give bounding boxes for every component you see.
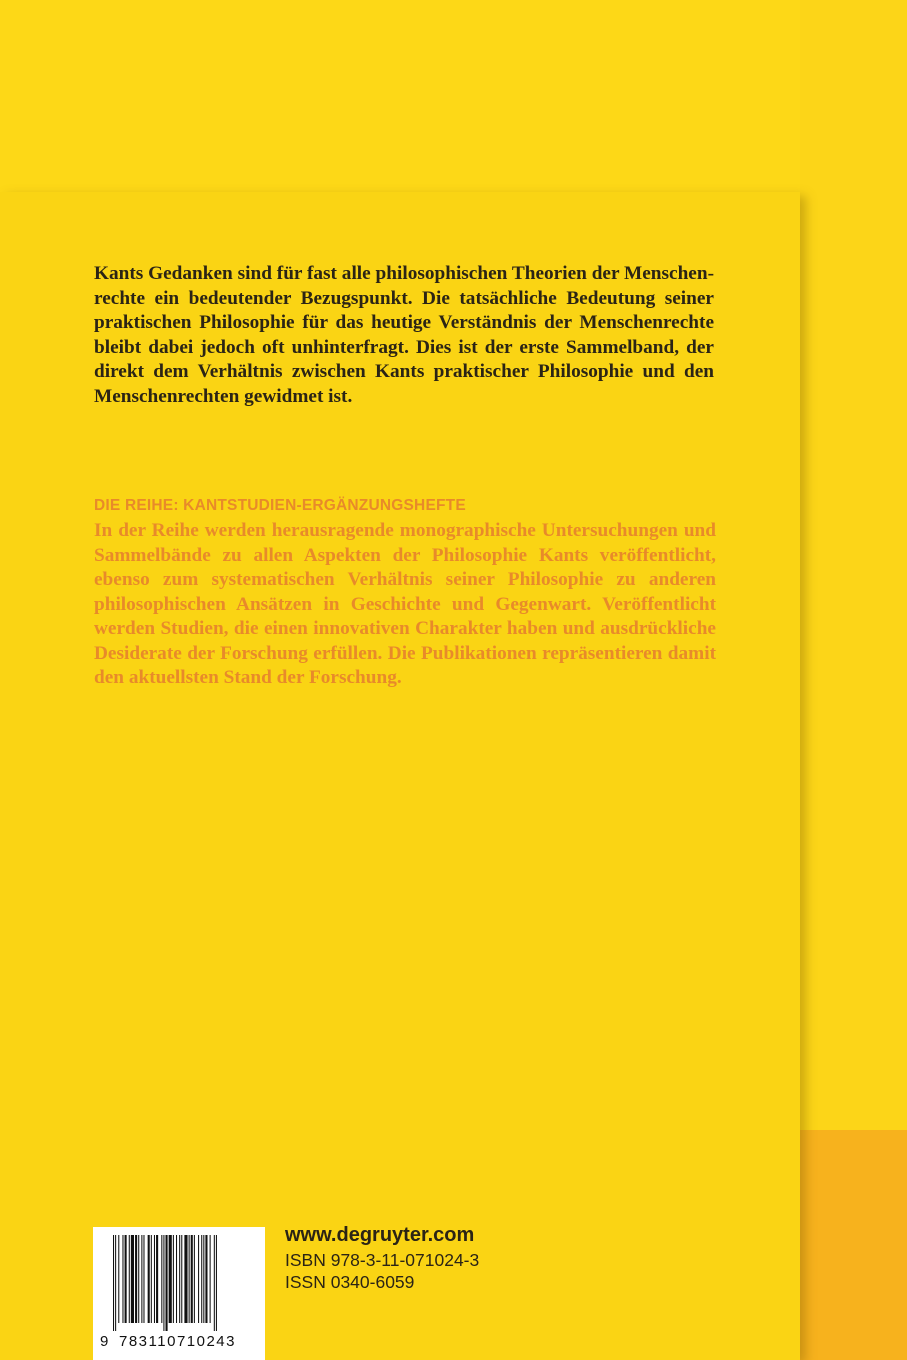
barcode-bars-icon bbox=[113, 1235, 253, 1331]
barcode-digits: 783110710243 bbox=[119, 1333, 236, 1350]
right-background-strip bbox=[800, 0, 907, 1130]
issn-number: ISSN 0340-6059 bbox=[285, 1272, 415, 1292]
series-heading: DIE REIHE: KANTSTUDIEN-ERGÄNZUNGSHEFTE bbox=[94, 497, 466, 514]
isbn-barcode bbox=[93, 1227, 265, 1360]
isbn-number: ISBN 978-3-11-071024-3 bbox=[285, 1250, 480, 1270]
barcode-first-digit: 9 bbox=[100, 1333, 109, 1350]
corner-color-block bbox=[800, 1130, 907, 1360]
book-blurb: Kants Gedanken sind für fast alle philosophischen Theorien der Menschenrechte ein bedeutender Bezugspunkt. Die tatsächliche Bedeutung seiner praktischen Philosophie für das heutige Verständnis der Menschenrechte bleibt dabei jedoch oft unhinterfragt. Dies ist der erste Sammelband, der direkt dem Verhältnis zwischen Kants praktischer Philosophie und den Menschenrechten gewidmet ist. bbox=[94, 263, 714, 407]
series-description: In der Reihe werden herausragende monographische Untersuchungen und Sammelbände zu allen Aspekten der Philosophie Kants veröffentlicht, ebenso zum systematischen Verhältnis seiner Philosophie zu anderen philosophischen Ansätzen in Geschichte und Gegenwart. Veröffentlicht werden Studien, die einen innovativen Charakter haben und ausdrückliche Desiderate der Forschung erfüllen. Die Publikationen repräsentieren damit den aktuellsten Stand der Forschung. bbox=[94, 520, 716, 688]
publisher-url[interactable]: www.degruyter.com bbox=[285, 1224, 475, 1246]
